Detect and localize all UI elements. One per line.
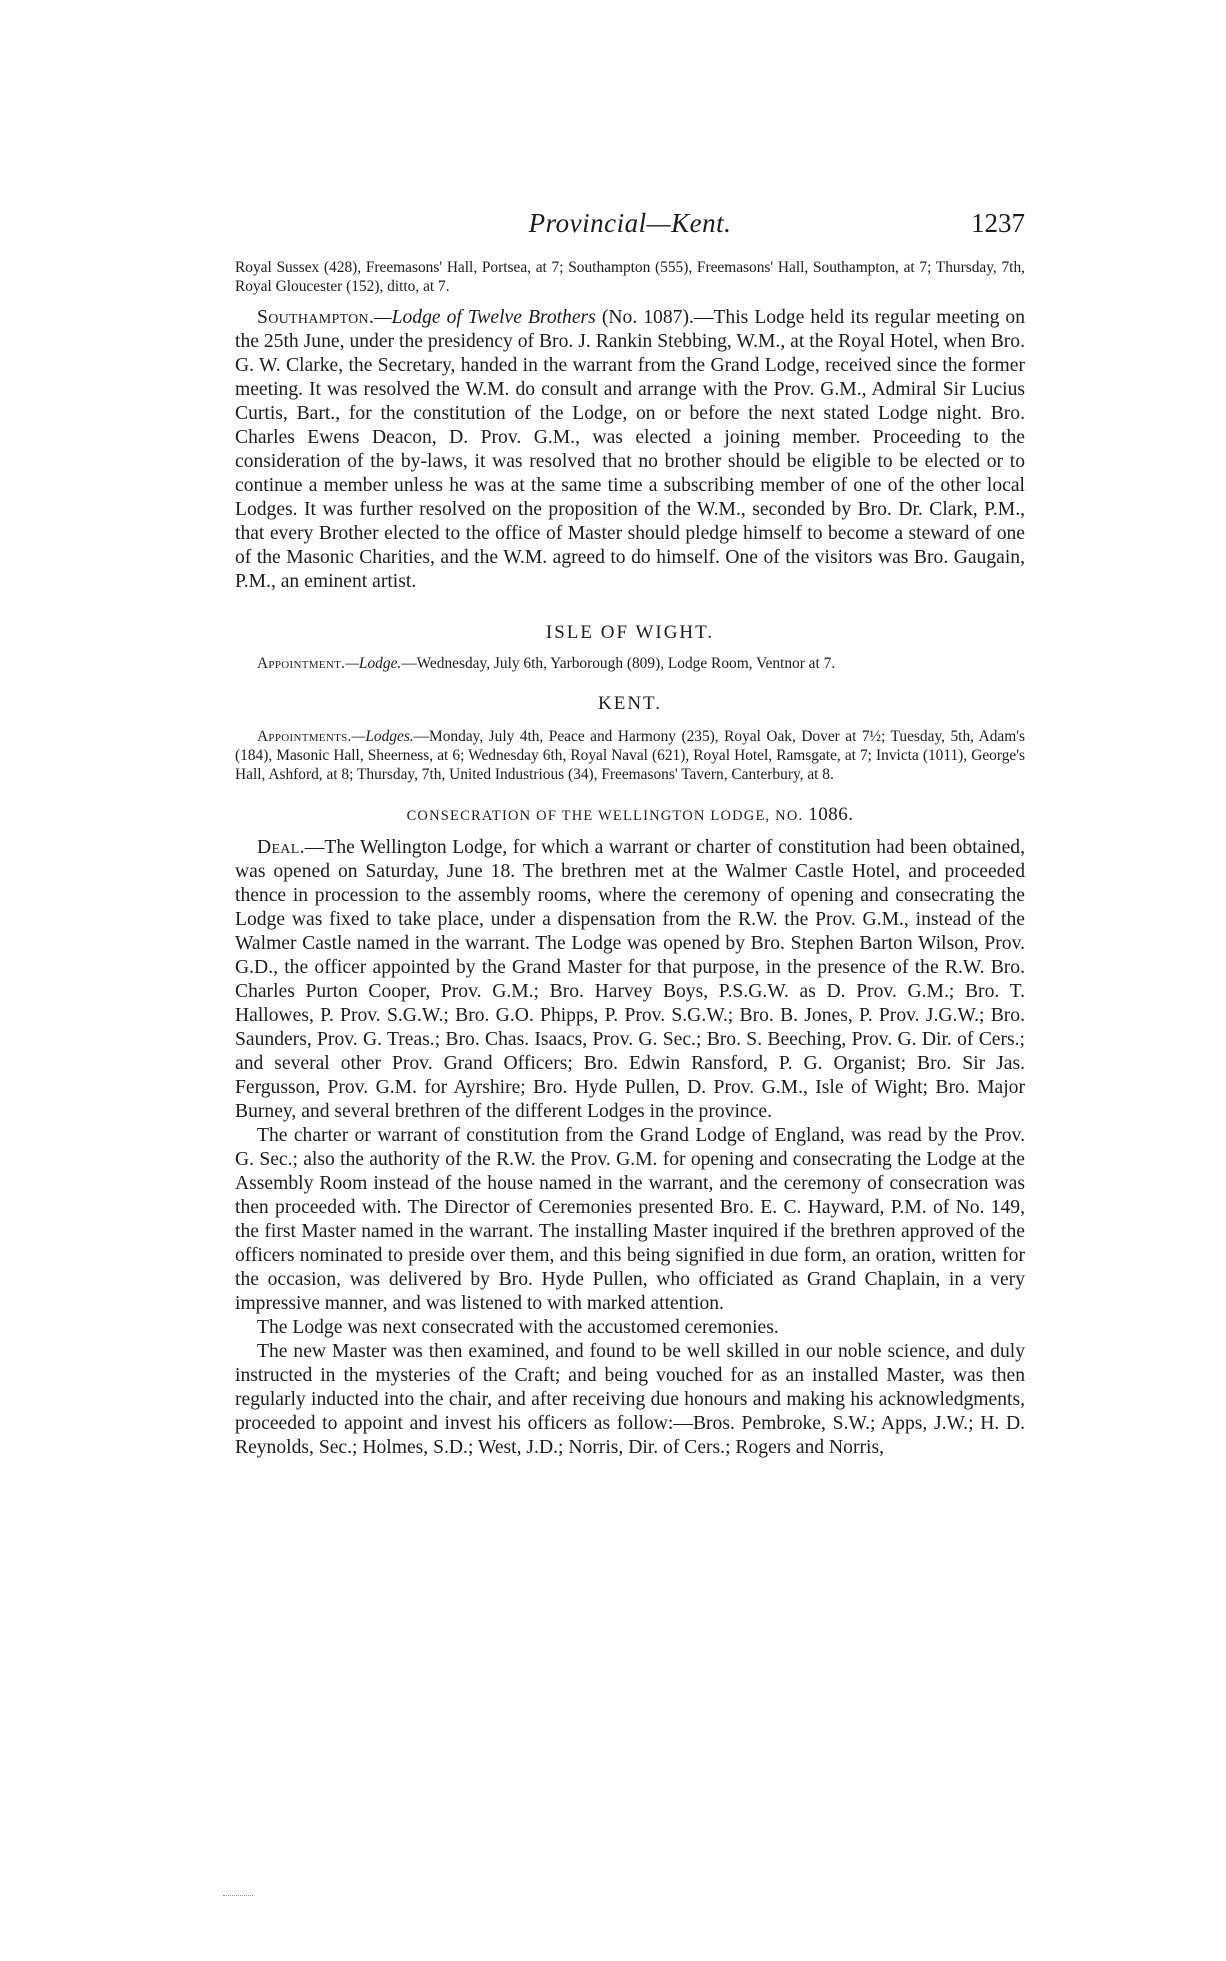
kent-heading: KENT.: [598, 693, 662, 714]
page-number: 1237: [971, 208, 1025, 238]
running-title: Provincial—Kent.: [528, 208, 732, 238]
southampton-text: (No. 1087).—This Lodge held its regular meeting on the 25th June, under the presidency of Bro. J. Rankin Stebbing, W.M., at the Royal Hotel, when Bro. G. W. Clarke, the Secretary, handed in the warrant from the Grand Lodge, received since the former meeting. It was resolved the W.M. do consult and arrange with the Prov. G.M., Admiral Sir Lucius Curtis, Bart., for the constitution of the Lodge, on or before the next stated Lodge night. Bro. Charles Ewens Deacon, D. Prov. G.M., was elected a joining member. Proceeding to the consideration of the by-laws, it was resolved that no brother should be eligible to be elected or to continue a member unless he was at the same time a subscribing member of one of the other local Lodges. It was further resolved on the proposition of the W.M., seconded by Bro. Dr. Clark, P.M., that every Brother elected to the office of Master should pledge himself to become a steward of one of the Masonic Charities, and the W.M. agreed to do himself. One of the visitors was Bro. Gaugain, P.M., an eminent artist.: [235, 307, 1025, 592]
consecration-number: 1086.: [808, 804, 854, 825]
southampton-report: [235, 306, 1025, 594]
text-column: [235, 258, 1025, 1460]
southampton-lodge: —Lodge of Twelve Brothers: [374, 307, 596, 328]
running-head: [235, 208, 1025, 248]
opening-appointments: Royal Sussex (428), Freemasons' Hall, Portsea, at 7; Southampton (555), Freemasons' Hall, Southampton, at 7; Thursday, 7th, Royal Gloucester (152), ditto, at 7.: [235, 259, 1025, 295]
deal-place: Deal.: [257, 837, 305, 858]
consecration-title: CONSECRATION OF THE WELLINGTON LODGE, NO.: [406, 808, 804, 824]
isle-of-wight-lodge: —Lodge.: [345, 655, 402, 672]
southampton-place: Southampton.: [257, 307, 375, 328]
kent-appointments: [235, 727, 1025, 784]
footer-rule: [223, 1895, 253, 1898]
consecration-paragraph-3: The Lodge was next consecrated with the accustomed ceremonies.: [257, 1317, 779, 1338]
consecration-paragraph-1: [235, 836, 1025, 1124]
consecration-paragraph-4: The new Master was then examined, and found to be well skilled in our noble science, and duly instructed in the mysteries of the Craft; and being vouched for as an installed Master, was then regularly inducted into the chair, and after receiving due honours and making his acknowledgments, proceeded to appoint and invest his officers as follow:—Bros. Pembroke, S.W.; Apps, J.W.; H. D. Reynolds, Sec.; Holmes, S.D.; West, J.D.; Norris, Dir. of Cers.; Rogers and Norris,: [235, 1341, 1025, 1458]
consecration-heading: [235, 804, 1025, 826]
isle-of-wight-label: Appointment.: [257, 655, 346, 672]
isle-of-wight-heading: ISLE OF WIGHT.: [545, 622, 715, 643]
isle-of-wight-text: —Wednesday, July 6th, Yarborough (809), Lodge Room, Ventnor at 7.: [401, 655, 836, 672]
consecration-text-1: —The Wellington Lodge, for which a warrant or charter of constitution had been obtained, was opened on Saturday, June 18. The brethren met at the Walmer Castle Hotel, and proceeded thence in procession to the assembly rooms, where the ceremony of opening and consecrating the Lodge was fixed to take place, under a dispensation from the R.W. the Prov. G.M., instead of the Walmer Castle named in the warrant. The Lodge was opened by Bro. Stephen Barton Wilson, Prov. G.D., the officer appointed by the Grand Master for that purpose, in the presence of the R.W. Bro. Charles Purton Cooper, Prov. G.M.; Bro. Harvey Boys, P.S.G.W. as D. Prov. G.M.; Bro. T. Hallowes, P. Prov. S.G.W.; Bro. G.O. Phipps, P. Prov. S.G.W.; Bro. B. Jones, P. Prov. J.G.W.; Bro. Saunders, Prov. G. Treas.; Bro. Chas. Isaacs, Prov. G. Sec.; Bro. S. Beeching, Prov. G. Dir. of Cers.; and several other Prov. Grand Officers; Bro. Edwin Ransford, P. G. Organist; Bro. Sir Jas. Fergusson, Prov. G.M. for Ayrshire; Bro. Hyde Pullen, D. Prov. G.M., Isle of Wight; Bro. Major Burney, and several brethren of the different Lodges in the province.: [235, 837, 1025, 1122]
kent-lodges: —Lodges.: [351, 728, 414, 745]
kent-label: Appointments.: [257, 728, 352, 745]
kent-text: —Monday, July 4th, Peace and Harmony (235), Royal Oak, Dover at 7½; Tuesday, 5th, Adam's (184), Masonic Hall, Sheerness, at 6; Wednesday 6th, Royal Naval (621), Royal Hotel, Ramsgate, at 7; Invicta (1011), George's Hall, Ashford, at 8; Thursday, 7th, United Industrious (34), Freemasons' Tavern, Canterbury, at 8.: [235, 728, 1025, 783]
consecration-paragraph-2: The charter or warrant of constitution from the Grand Lodge of England, was read by the Prov. G. Sec.; also the authority of the R.W. the Prov. G.M. for opening and consecrating the Lodge at the Assembly Room instead of the house named in the warrant, and the ceremony of consecration was then proceeded with. The Director of Ceremonies presented Bro. E. C. Hayward, P.M. of No. 149, the first Master named in the warrant. The installing Master inquired if the brethren approved of the officers nominated to preside over them, and this being signified in due form, an oration, written for the occasion, was delivered by Bro. Hyde Pullen, who officiated as Grand Chaplain, in a very impressive manner, and was listened to with marked attention.: [235, 1125, 1025, 1314]
isle-of-wight-appointment: [235, 654, 1025, 673]
